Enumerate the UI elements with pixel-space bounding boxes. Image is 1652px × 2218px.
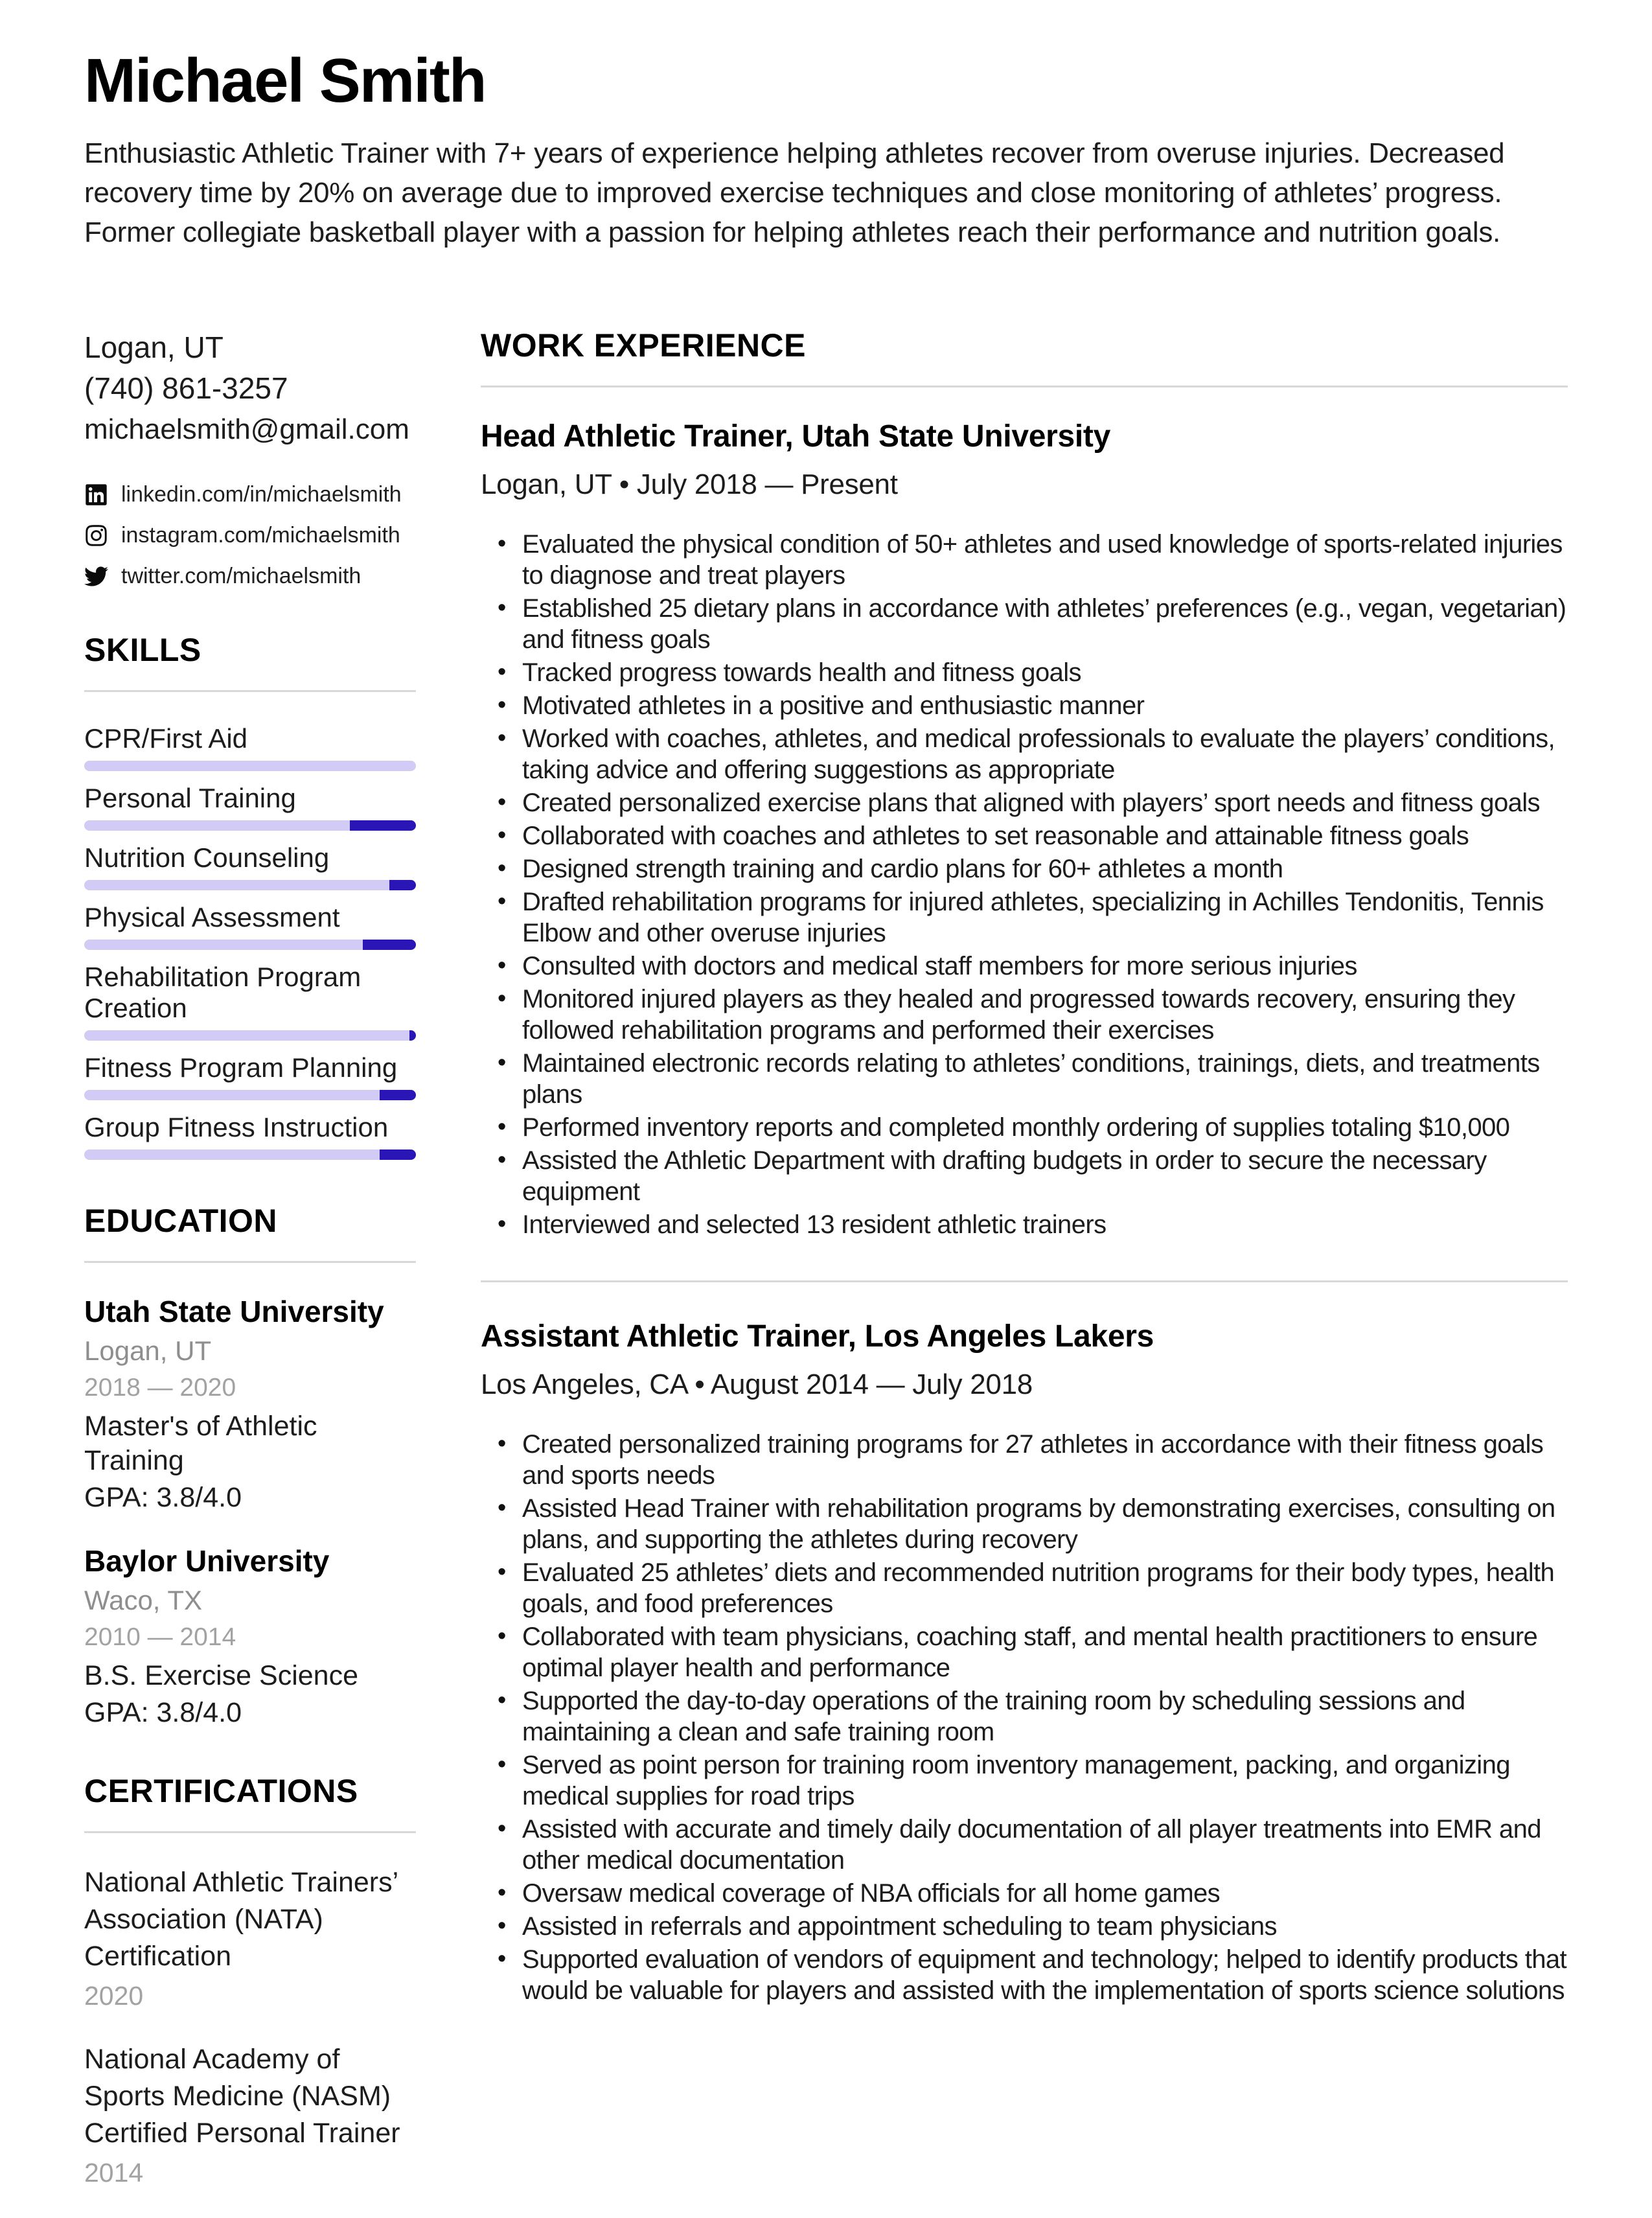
school-name: Utah State University — [84, 1295, 384, 1328]
sidebar — [84, 327, 416, 2218]
skill-bar-fill — [380, 1090, 416, 1100]
jobs-list — [481, 419, 1568, 2006]
twitter-icon — [84, 564, 108, 588]
certification-entry — [84, 2041, 416, 2188]
skill-item — [84, 842, 416, 890]
job-bullet: • Established 25 dietary plans in accordance with athletes’ preferences (e.g., vegan, vegetarian) and fitness goals — [522, 593, 1568, 655]
contact-phone: (740) 861-3257 — [84, 371, 288, 405]
job-bullet-list — [481, 1429, 1568, 2006]
skill-bar-fill — [350, 820, 416, 831]
school-dates: 2018 — 2020 — [84, 1374, 236, 1402]
skills-list — [84, 723, 416, 1160]
certification-name: National Athletic Trainers’ Association (NATA) Certification — [84, 1867, 398, 1972]
experience-column — [481, 327, 1568, 2008]
school-dates: 2010 — 2014 — [84, 1623, 236, 1651]
certification-name: National Academy of Sports Medicine (NASM) Certified Personal Trainer — [84, 2044, 400, 2149]
job-bullet: • Supported the day-to-day operations of the training room by scheduling sessions and maintaining a clean and safe training room — [522, 1685, 1568, 1748]
summary-text: Enthusiastic Athletic Trainer with 7+ years of experience helping athletes recover from overuse injuries. Decreased recovery time by 20% on average due to improved exercise techniques and close monitoring of athletes’ progress. Former collegiate basketball player with a passion for helping athletes reach their performance and nutrition goals. — [84, 137, 1505, 248]
job-bullet: • Created personalized exercise plans that aligned with players’ sport needs and fitness goals — [522, 787, 1568, 818]
skill-label: Rehabilitation Program Creation — [84, 962, 361, 1023]
skill-item — [84, 1052, 416, 1100]
skill-bar — [84, 880, 416, 890]
experience-heading: WORK EXPERIENCE — [481, 327, 1568, 387]
social-link-text: twitter.com/michaelsmith — [121, 564, 361, 588]
job-divider — [481, 1280, 1568, 1282]
job-bullet: • Monitored injured players as they healed and progressed towards recovery, ensuring they followed rehabilitation programs and performed their exercises — [522, 984, 1568, 1046]
skill-bar — [84, 940, 416, 950]
job-bullet: • Assisted the Athletic Department with drafting budgets in order to secure the necessary equipment — [522, 1145, 1568, 1207]
job-bullet: • Created personalized training programs for 27 athletes in accordance with their fitness goals and sports needs — [522, 1429, 1568, 1491]
certification-entry — [84, 1864, 416, 2011]
job-bullet: • Evaluated 25 athletes’ diets and recommended nutrition programs for their body types, health goals, and food preferences — [522, 1557, 1568, 1619]
contact-location: Logan, UT — [84, 330, 224, 364]
skill-bar-fill — [409, 1030, 416, 1041]
skill-item — [84, 783, 416, 831]
job-bullet: • Worked with coaches, athletes, and medical professionals to evaluate the players’ conditions, taking advice and offering suggestions as appropriate — [522, 723, 1568, 785]
certification-year: 2014 — [84, 2158, 144, 2188]
job-title: Head Athletic Trainer, Utah State University — [481, 419, 1110, 454]
school-location: Logan, UT — [84, 1335, 212, 1366]
skill-item — [84, 962, 416, 1041]
job-entry — [481, 1319, 1568, 2006]
skill-label: Nutrition Counseling — [84, 842, 330, 873]
instagram-icon — [84, 524, 108, 548]
degree: B.S. Exercise Science — [84, 1660, 359, 1691]
social-link[interactable] — [84, 482, 416, 507]
job-location-dates: Los Angeles, CA • August 2014 — July 2018 — [481, 1369, 1033, 1400]
job-title: Assistant Athletic Trainer, Los Angeles Lakers — [481, 1319, 1154, 1354]
school-location: Waco, TX — [84, 1585, 203, 1615]
job-bullet: • Motivated athletes in a positive and enthusiastic manner — [522, 690, 1568, 721]
job-bullet: • Drafted rehabilitation programs for injured athletes, specializing in Achilles Tendonitis, Tennis Elbow and other overuse injuries — [522, 886, 1568, 949]
skill-bar — [84, 1030, 416, 1041]
degree: Master's of Athletic Training — [84, 1411, 317, 1476]
job-bullet: • Assisted with accurate and timely daily documentation of all player treatments into EMR and other medical documentation — [522, 1814, 1568, 1876]
social-links — [84, 482, 416, 589]
social-link-text: linkedin.com/in/michaelsmith — [121, 482, 402, 507]
job-bullet: • Consulted with doctors and medical staff members for more serious injuries — [522, 951, 1568, 982]
job-bullet: • Tracked progress towards health and fitness goals — [522, 657, 1568, 688]
skill-bar — [84, 761, 416, 771]
education-heading: EDUCATION — [84, 1203, 416, 1263]
skill-bar-fill — [363, 940, 416, 950]
person-name: Michael Smith — [84, 46, 486, 115]
skill-bar — [84, 1090, 416, 1100]
skill-label: Group Fitness Instruction — [84, 1112, 389, 1142]
social-link[interactable] — [84, 523, 416, 548]
education-entry — [84, 1543, 416, 1730]
social-link-text: instagram.com/michaelsmith — [121, 523, 400, 548]
skill-label: Physical Assessment — [84, 902, 340, 932]
job-bullet: • Assisted in referrals and appointment scheduling to team physicians — [522, 1911, 1568, 1942]
job-bullet-list — [481, 529, 1568, 1240]
skill-bar-fill — [389, 880, 416, 890]
gpa: GPA: 3.8/4.0 — [84, 1697, 242, 1728]
certifications-list — [84, 1864, 416, 2188]
social-link[interactable] — [84, 564, 416, 589]
education-list — [84, 1294, 416, 1730]
skill-bar — [84, 820, 416, 831]
job-bullet: • Served as point person for training room inventory management, packing, and organizing medical supplies for road trips — [522, 1750, 1568, 1812]
two-column-layout — [84, 327, 1568, 2218]
skill-item — [84, 1112, 416, 1160]
job-bullet: • Assisted Head Trainer with rehabilitation programs by demonstrating exercises, consulting on plans, and supporting the athletes during recovery — [522, 1493, 1568, 1555]
skill-label: Fitness Program Planning — [84, 1052, 398, 1083]
job-entry — [481, 419, 1568, 1240]
skill-bar — [84, 1149, 416, 1160]
certifications-heading: CERTIFICATIONS — [84, 1773, 416, 1833]
job-bullet: • Maintained electronic records relating to athletes’ conditions, trainings, diets, and treatments plans — [522, 1048, 1568, 1110]
job-location-dates: Logan, UT • July 2018 — Present — [481, 468, 898, 500]
job-bullet: • Supported evaluation of vendors of equipment and technology; helped to identify products that would be valuable for players and assisted with the implementation of sports science solutions — [522, 1944, 1568, 2006]
contact-block — [84, 327, 416, 450]
job-bullet: • Collaborated with coaches and athletes to set reasonable and attainable fitness goals — [522, 820, 1568, 851]
skill-item — [84, 723, 416, 771]
skill-item — [84, 902, 416, 950]
job-bullet: • Interviewed and selected 13 resident athletic trainers — [522, 1209, 1568, 1240]
certification-year: 2020 — [84, 1981, 144, 2011]
job-bullet: • Evaluated the physical condition of 50+ athletes and used knowledge of sports-related injuries to diagnose and treat players — [522, 529, 1568, 591]
skill-label: CPR/First Aid — [84, 723, 248, 754]
linkedin-icon — [84, 483, 108, 507]
job-bullet: • Designed strength training and cardio plans for 60+ athletes a month — [522, 853, 1568, 884]
skill-label: Personal Training — [84, 783, 296, 813]
job-bullet: • Collaborated with team physicians, coaching staff, and mental health practitioners to ensure optimal player health and performance — [522, 1621, 1568, 1683]
job-bullet: • Oversaw medical coverage of NBA officials for all home games — [522, 1878, 1568, 1909]
school-name: Baylor University — [84, 1544, 330, 1578]
contact-email: michaelsmith@gmail.com — [84, 413, 409, 445]
skill-bar-fill — [380, 1149, 416, 1160]
education-entry — [84, 1294, 416, 1515]
skills-heading: SKILLS — [84, 632, 416, 692]
job-bullet: • Performed inventory reports and completed monthly ordering of supplies totaling $10,000 — [522, 1112, 1568, 1143]
gpa: GPA: 3.8/4.0 — [84, 1482, 242, 1513]
